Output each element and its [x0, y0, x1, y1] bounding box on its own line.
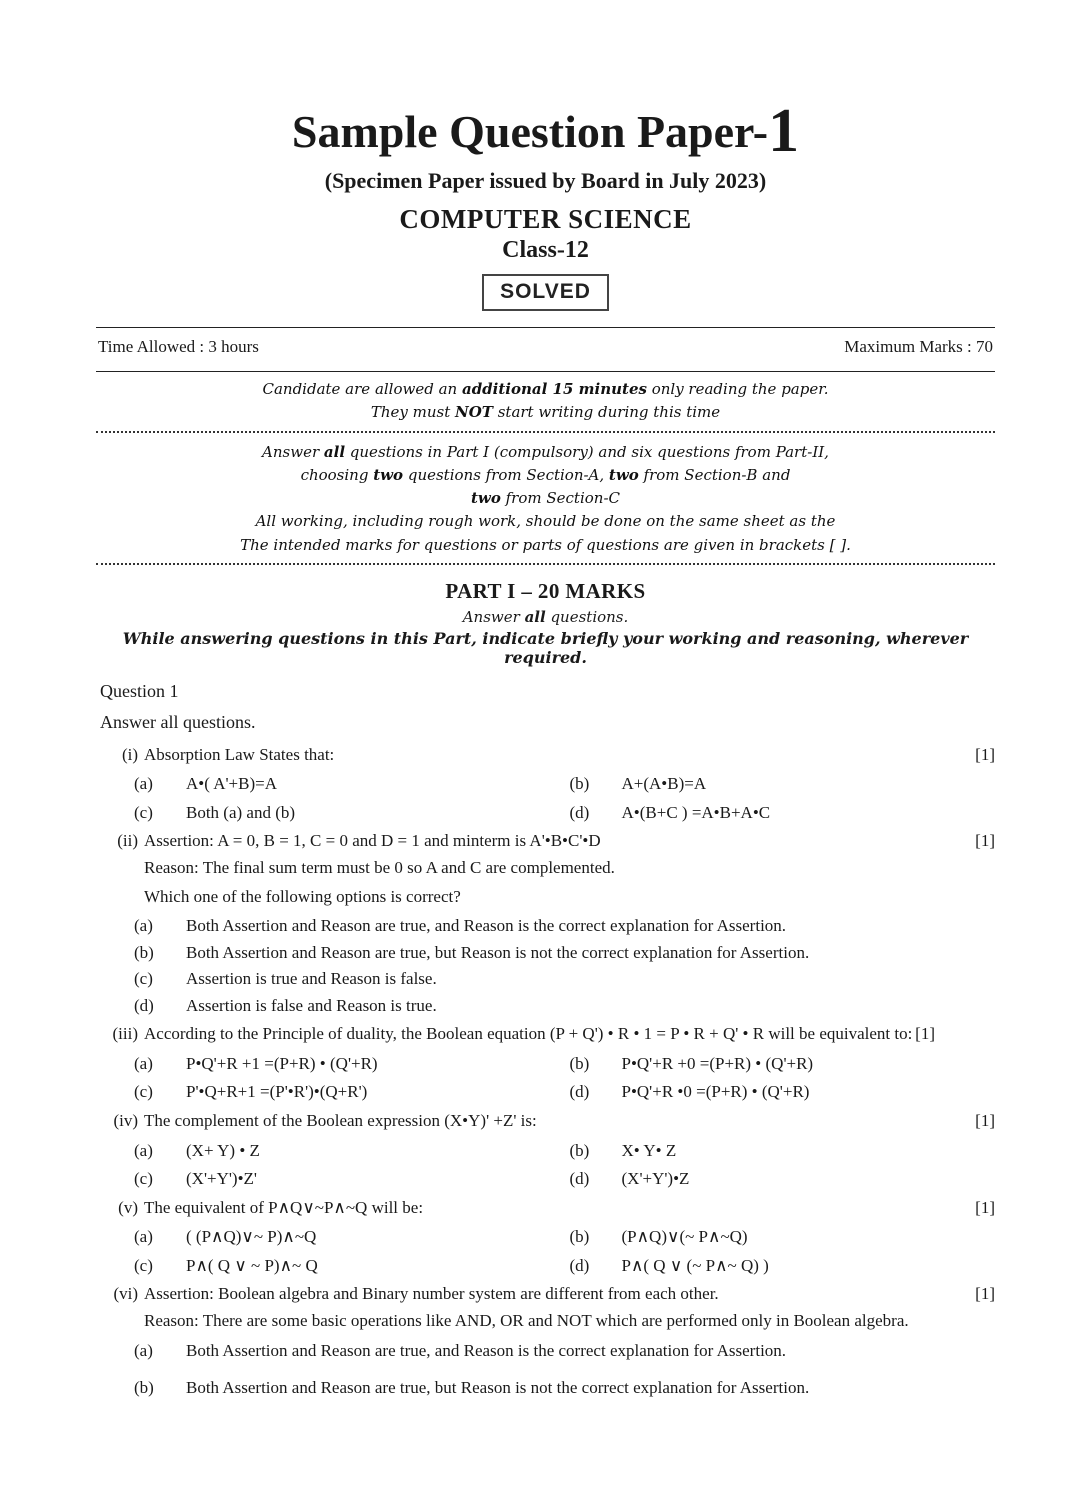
- option-label: (b): [569, 1053, 590, 1073]
- item-stem-text: According to the Principle of duality, the Boolean equation (P + Q') • R • 1 = P • R + Q' • R will be equivalent to:: [144, 1024, 913, 1044]
- option-label: (b): [134, 1378, 154, 1398]
- item-stem-text: Assertion: Boolean algebra and Binary number system are different from each other.: [144, 1284, 719, 1304]
- option-item[interactable]: [134, 966, 995, 992]
- item-stem-text: The equivalent of P∧Q∨~P∧~Q will be:: [144, 1197, 424, 1217]
- option-list: [134, 913, 995, 1018]
- specimen-note: (Specimen Paper issued by Board in July 2023): [324, 168, 767, 193]
- option-label: (d): [569, 802, 590, 822]
- option-list: [134, 771, 995, 825]
- option-label: (c): [134, 969, 153, 989]
- option-item[interactable]: [134, 940, 995, 966]
- item-number: (ii): [117, 831, 138, 851]
- item-marks: [1]: [975, 1110, 995, 1130]
- question-item: [96, 1109, 995, 1134]
- general-instruction-line: The intended marks for questions or parts of questions are given in brackets [ ].: [240, 535, 851, 554]
- option-text: A+(A•B)=A: [621, 774, 707, 794]
- option-label: (a): [134, 1053, 153, 1073]
- option-list: [134, 1338, 995, 1401]
- reading-instructions: [96, 378, 995, 425]
- option-label: (b): [569, 1227, 590, 1247]
- general-instructions: [96, 441, 995, 557]
- option-label: (c): [134, 1255, 153, 1275]
- reading-instruction-line: They must NOT start writing during this time: [370, 403, 721, 422]
- reading-instruction-line: Candidate are allowed an additional 15 minutes only reading the paper.: [262, 380, 829, 398]
- part-note: While answering questions in this Part, indicate briefly your working and reasoning, wherever required.: [122, 628, 969, 667]
- question-item: [96, 1196, 995, 1221]
- item-marks: [1]: [975, 831, 995, 851]
- option-text: Both Assertion and Reason are true, but Reason is not the correct explanation for Assertion.: [186, 942, 810, 962]
- option-text: P•Q'+R +0 =(P+R) • (Q'+R): [621, 1053, 814, 1073]
- part-subheading: Answer all questions.: [462, 607, 629, 626]
- option-item[interactable]: [570, 1079, 996, 1105]
- option-text: Assertion is true and Reason is false.: [186, 969, 437, 989]
- option-item[interactable]: [134, 1338, 995, 1364]
- option-label: (c): [134, 1082, 153, 1102]
- option-text: Both Assertion and Reason are true, and Reason is the correct explanation for Assertion.: [186, 1340, 787, 1360]
- option-text: P'•Q+R+1 =(P'•R')•(Q+R'): [186, 1082, 368, 1102]
- option-item[interactable]: [134, 993, 995, 1019]
- marks-bar: [96, 334, 995, 363]
- class-title: Class-12: [502, 237, 589, 263]
- item-number: (i): [121, 744, 138, 764]
- solved-badge-wrap: [96, 274, 995, 311]
- option-text: Both Assertion and Reason are true, but Reason is not the correct explanation for Assertion.: [186, 1378, 810, 1398]
- item-stem: [144, 1196, 995, 1221]
- question-label: Question 1: [100, 680, 179, 701]
- option-list: [134, 1138, 995, 1192]
- option-item[interactable]: [134, 800, 560, 826]
- option-item[interactable]: [134, 913, 995, 939]
- option-item[interactable]: [570, 771, 996, 797]
- divider-top: [96, 327, 995, 328]
- option-item[interactable]: [570, 1224, 996, 1250]
- option-item[interactable]: [570, 1253, 996, 1279]
- item-stem-text: Absorption Law States that:: [144, 744, 335, 764]
- item-number: (iii): [112, 1024, 138, 1044]
- item-stem: [144, 1022, 995, 1047]
- option-label: (d): [569, 1255, 590, 1275]
- option-text: (P∧Q)∨(~ P∧~Q): [621, 1227, 748, 1247]
- option-item[interactable]: [134, 1224, 560, 1250]
- option-item[interactable]: [134, 1079, 560, 1105]
- option-text: (X+ Y) • Z: [186, 1140, 260, 1160]
- option-text: A•( A'+B)=A: [186, 774, 277, 794]
- item-stem: [144, 1109, 995, 1134]
- option-label: (d): [134, 995, 154, 1015]
- question-item: [96, 1022, 995, 1047]
- option-item[interactable]: [134, 1051, 560, 1077]
- item-marks: [1]: [975, 1284, 995, 1304]
- option-label: (d): [569, 1169, 590, 1189]
- item-stem: [144, 743, 995, 768]
- page-title: [96, 97, 995, 165]
- option-label: (a): [134, 916, 153, 936]
- item-stem-text: The complement of the Boolean expression (X•Y)' +Z' is:: [144, 1110, 537, 1130]
- general-instruction-line: Answer all questions in Part I (compulsory) and six questions from Part-II,: [262, 442, 829, 461]
- option-label: (a): [134, 774, 153, 794]
- question-item: [96, 743, 995, 768]
- maximum-marks: Maximum Marks : 70: [844, 337, 993, 356]
- general-instruction-line: All working, including rough work, should be done on the same sheet as the: [255, 512, 836, 531]
- option-label: (b): [134, 942, 154, 962]
- question-item: [96, 1282, 995, 1333]
- option-text: P∧( Q ∨ ~ P)∧~ Q: [186, 1255, 318, 1275]
- option-label: (c): [134, 1169, 153, 1189]
- option-text: Both Assertion and Reason are true, and Reason is the correct explanation for Assertion.: [186, 916, 787, 936]
- option-list: [134, 1224, 995, 1278]
- option-item[interactable]: [134, 1253, 560, 1279]
- option-item[interactable]: [134, 1166, 560, 1192]
- option-label: (b): [569, 774, 590, 794]
- option-text: Assertion is false and Reason is true.: [186, 995, 437, 1015]
- option-label: (c): [134, 802, 153, 822]
- item-number: (v): [118, 1197, 138, 1217]
- option-text: P∧( Q ∨ (~ P∧~ Q) ): [621, 1255, 769, 1275]
- status-badge: SOLVED: [482, 274, 609, 311]
- option-item[interactable]: [134, 1375, 995, 1401]
- question-item: [96, 829, 995, 909]
- option-text: X• Y• Z: [621, 1140, 677, 1160]
- page-title-text: Sample Question Paper-: [291, 106, 769, 157]
- option-item[interactable]: [570, 1051, 996, 1077]
- item-number: (vi): [113, 1284, 138, 1304]
- item-extra-line: Reason: There are some basic operations like AND, OR and NOT which are performed only in Boolean algebra.: [144, 1310, 909, 1330]
- item-marks: [1]: [975, 1197, 995, 1217]
- option-item[interactable]: [570, 1138, 996, 1164]
- item-extra-line: Which one of the following options is correct?: [144, 886, 461, 906]
- option-item[interactable]: [134, 771, 560, 797]
- item-marks: [1]: [915, 1024, 935, 1044]
- item-stem-text: Assertion: A = 0, B = 1, C = 0 and D = 1 and minterm is A'•B•C'•D: [144, 831, 601, 851]
- option-item[interactable]: [570, 1166, 996, 1192]
- part-heading: PART I – 20 MARKS: [445, 578, 646, 603]
- option-text: (X'+Y')•Z': [186, 1169, 257, 1189]
- option-text: ( (P∧Q)∨~ P)∧~Q: [186, 1227, 317, 1247]
- option-item[interactable]: [570, 800, 996, 826]
- item-extra-line: Reason: The final sum term must be 0 so A and C are complemented.: [144, 858, 615, 878]
- option-text: Both (a) and (b): [186, 802, 296, 822]
- option-label: (a): [134, 1340, 153, 1360]
- option-label: (a): [134, 1140, 153, 1160]
- option-text: (X'+Y')•Z: [621, 1169, 690, 1189]
- item-number: (iv): [113, 1110, 138, 1130]
- general-instruction-line: two from Section-C: [471, 489, 620, 507]
- option-item[interactable]: [134, 1138, 560, 1164]
- divider-below-marks: [96, 371, 995, 372]
- divider-dotted-2: [96, 563, 995, 565]
- item-stem: [144, 829, 995, 854]
- option-label: (a): [134, 1227, 153, 1247]
- question-instruction: Answer all questions.: [100, 711, 256, 732]
- page-title-number: 1: [768, 97, 800, 165]
- subject-title: COMPUTER SCIENCE: [399, 204, 692, 234]
- option-label: (b): [569, 1140, 590, 1160]
- item-stem: [144, 1282, 995, 1307]
- option-list: [134, 1051, 995, 1105]
- time-allowed: Time Allowed : 3 hours: [98, 337, 259, 356]
- general-instruction-line: choosing two questions from Section-A, two from Section-B and: [300, 465, 791, 484]
- option-label: (d): [569, 1082, 590, 1102]
- option-text: P•Q'+R +1 =(P+R) • (Q'+R): [186, 1053, 378, 1073]
- item-marks: [1]: [975, 744, 995, 764]
- divider-dotted-1: [96, 431, 995, 433]
- option-text: A•(B+C ) =A•B+A•C: [621, 802, 771, 822]
- option-text: P•Q'+R •0 =(P+R) • (Q'+R): [621, 1082, 810, 1102]
